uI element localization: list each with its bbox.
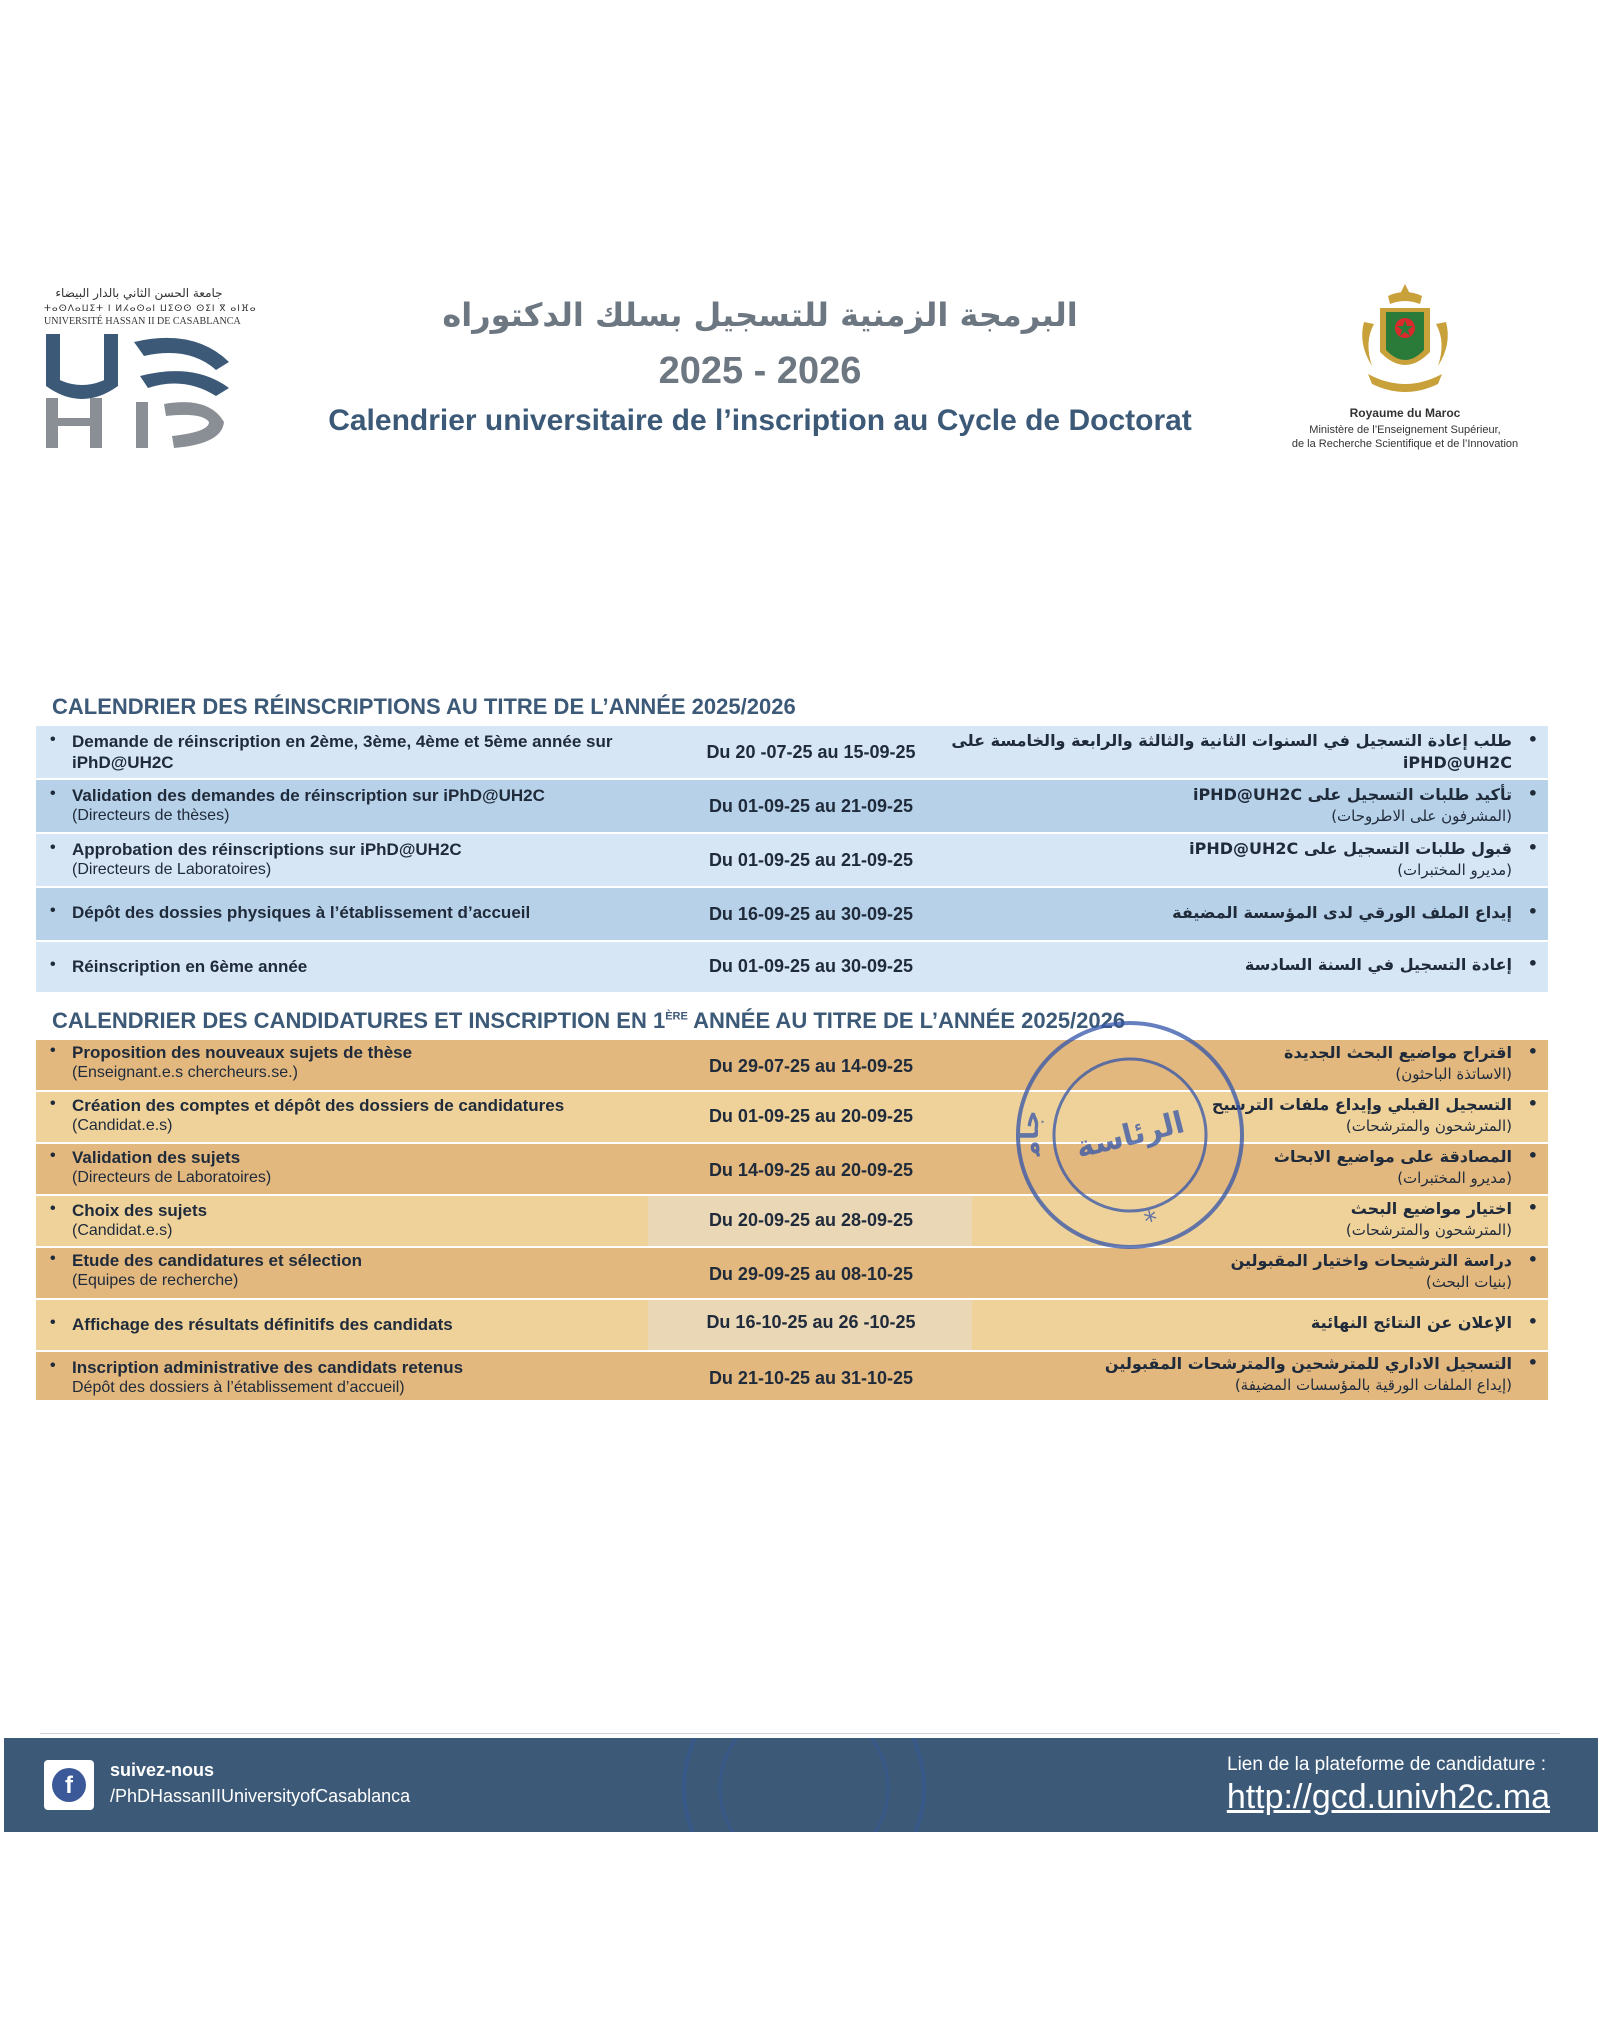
ministry-line-2: de la Recherche Scientifique et de l’Innovation	[1291, 438, 1519, 450]
row-ar-text: تأكيد طلبات التسجيل على iPHD@UH2C	[1192, 785, 1512, 804]
row-fr-sub: (Directeurs de Laboratoires)	[72, 861, 272, 878]
stamp-ring-text: جامعة	[1014, 1107, 1048, 1160]
row-ar-sub: (مديرو المختبرات)	[1397, 861, 1512, 879]
title-year: 2025 - 2026	[658, 350, 862, 392]
row-ar-sub: (الاساتذة الباحثون)	[1395, 1065, 1512, 1083]
row-fr-sub: (Candidat.e.s)	[72, 1117, 173, 1134]
stamp-center-text: الرئاسة	[1072, 1105, 1188, 1166]
university-name-arabic: جامعة الحسن الثاني بالدار البيضاء	[55, 286, 223, 300]
row-fr-text: Inscription administrative des candidats retenus	[72, 1358, 464, 1377]
table-row: • Proposition des nouveaux sujets de thèse (Enseignant.e.s chercheurs.se.) Du 29-07-25 au 14-09-25 • اقتراح مواضيع البحث الجديدة (الاساتذة الباحثون)	[36, 1040, 1548, 1090]
row-fr-text: Demande de réinscription en 2ème, 3ème, 4ème et 5ème année sur iPhD@UH2C	[72, 732, 613, 772]
facebook-page-link[interactable]: /PhDHassanIIUniversityofCasablanca	[110, 1786, 411, 1806]
platform-link[interactable]: http://gcd.univh2c.ma	[1226, 1778, 1550, 1816]
ministry-line-1: Ministère de l’Enseignement Supérieur,	[1309, 424, 1501, 436]
row-fr-text: Création des comptes et dépôt des dossiers de candidatures	[72, 1096, 565, 1115]
row-date: Du 01-09-25 au 30-09-25	[708, 956, 914, 976]
row-ar-text: طلب إعادة التسجيل في السنوات الثانية والثالثة والرابعة والخامسة على iPHD@UH2C	[951, 731, 1512, 772]
title-arabic: البرمجة الزمنية للتسجيل بسلك الدكتوراه	[442, 296, 1078, 334]
row-ar-sub: (المشرفون على الاطروحات)	[1331, 807, 1512, 825]
candidatures-title: CALENDRIER DES CANDIDATURES ET INSCRIPTION EN 1ÈRE ANNÉE AU TITRE DE L’ANNÉE 2025/2026	[52, 1008, 1126, 1033]
row-date: Du 01-09-25 au 20-09-25	[708, 1106, 914, 1126]
row-fr-text: Réinscription en 6ème année	[72, 957, 308, 976]
ministry-block	[1270, 406, 1540, 450]
table-row: • Validation des demandes de réinscription sur iPhD@UH2C (Directeurs de thèses) Du 01-09-25 au 21-09-25 • تأكيد طلبات التسجيل على iPHD@UH2C (المشرفون على الاطروحات)	[36, 780, 1548, 832]
row-ar-text: دراسة الترشيحات واختيار المقبولين	[1230, 1251, 1512, 1270]
row-date: Du 20 -07-25 au 15-09-25	[706, 742, 916, 762]
row-ar-text: الإعلان عن النتائج النهائية	[1310, 1313, 1512, 1332]
row-ar-text: التسجيل القبلي وإيداع ملفات الترشيح	[1211, 1095, 1512, 1114]
row-date: Du 01-09-25 au 21-09-25	[708, 850, 914, 870]
row-date: Du 14-09-25 au 20-09-25	[708, 1160, 914, 1180]
reinscriptions-title: CALENDRIER DES RÉINSCRIPTIONS AU TITRE DE L’ANNÉE 2025/2026	[52, 694, 796, 719]
row-ar-sub: (مديرو المختبرات)	[1397, 1169, 1512, 1187]
row-fr-text: Approbation des réinscriptions sur iPhD@UH2C	[72, 840, 462, 859]
facebook-icon[interactable]: f	[44, 1760, 94, 1810]
row-ar-sub: (المترشحون والمترشحات)	[1345, 1221, 1512, 1239]
row-fr-text: Validation des demandes de réinscription sur iPhD@UH2C	[72, 786, 545, 805]
row-fr-text: Etude des candidatures et sélection	[72, 1251, 363, 1270]
table-row: • Création des comptes et dépôt des dossiers de candidatures (Candidat.e.s) Du 01-09-25 au 20-09-25 • التسجيل القبلي وإيداع ملفات الترشيح (المترشحون والمترشحات)	[36, 1092, 1548, 1142]
row-ar-text: اختيار مواضيع البحث	[1350, 1199, 1512, 1218]
row-date: Du 16-10-25 au 26 -10-25	[706, 1312, 916, 1332]
row-fr-sub: (Enseignant.e.s chercheurs.se.)	[72, 1064, 298, 1081]
presidency-stamp	[1005, 1010, 1255, 1260]
row-fr-text: Choix des sujets	[72, 1201, 208, 1220]
row-ar-text: اقتراح مواضيع البحث الجديدة	[1284, 1043, 1512, 1062]
row-fr-text: Proposition des nouveaux sujets de thèse	[72, 1043, 413, 1062]
university-name-tifinagh: ⵜⴰⵙⴷⴰⵡⵉⵜ ⵏ ⵍⵃⴰⵙⴰⵏ ⵡⵉⵙⵙ ⵙⵉⵏ ⴳ ⴰⵏⴼⴰ	[44, 304, 257, 314]
stamp-star-icon: *	[1141, 1205, 1162, 1238]
footer-divider	[40, 1733, 1560, 1734]
row-fr-text: Dépôt des dossies physiques à l’établissement d’accueil	[72, 903, 531, 922]
row-ar-text: قبول طلبات التسجيل على iPHD@UH2C	[1189, 839, 1512, 858]
table-row: • Dépôt des dossies physiques à l’établissement d’accueil Du 16-09-25 au 30-09-25 • إيداع الملف الورقي لدى المؤسسة المضيفة	[36, 888, 1548, 940]
row-date: Du 01-09-25 au 21-09-25	[708, 796, 914, 816]
row-ar-text: المصادقة على مواضيع الابحاث	[1273, 1147, 1512, 1166]
table-row: • Etude des candidatures et sélection (Equipes de recherche) Du 29-09-25 au 08-10-25 • دراسة الترشيحات واختيار المقبولين (بنيات البحث)	[36, 1248, 1548, 1298]
row-fr-text: Affichage des résultats définitifs des candidats	[72, 1315, 453, 1334]
table-row: • Approbation des réinscriptions sur iPhD@UH2C (Directeurs de Laboratoires) Du 01-09-25 au 21-09-25 • قبول طلبات التسجيل على iPHD@UH2C (مديرو المختبرات)	[36, 834, 1548, 886]
footer-bar	[4, 1738, 1598, 1832]
row-fr-sub: Dépôt des dossiers à l’établissement d’accueil)	[72, 1379, 405, 1396]
uh2c-logo	[44, 332, 244, 452]
row-ar-text: إعادة التسجيل في السنة السادسة	[1244, 955, 1512, 974]
row-date: Du 29-07-25 au 14-09-25	[708, 1056, 914, 1076]
table-row: • Choix des sujets (Candidat.e.s) Du 20-09-25 au 28-09-25 • اختيار مواضيع البحث (المترشحون والمترشحات)	[36, 1196, 1548, 1246]
row-ar-text: التسجيل الاداري للمترشحين والمترشحات المقبولين	[1104, 1354, 1512, 1373]
table-row: • Inscription administrative des candidats retenus Dépôt des dossiers à l’établissement d’accueil) Du 21-10-25 au 31-10-25 • التسجيل الاداري للمترشحين والمترشحات المقبولين (إيداع الملفات الورقية بالمؤسسات المضيفة)	[36, 1352, 1548, 1400]
row-date: Du 16-09-25 au 30-09-25	[708, 904, 914, 924]
table-row: • Réinscription en 6ème année Du 01-09-25 au 30-09-25 • إعادة التسجيل في السنة السادسة	[36, 942, 1548, 992]
royal-emblem-icon	[1350, 282, 1460, 402]
row-fr-text: Validation des sujets	[72, 1148, 241, 1167]
table-row: • Validation des sujets (Directeurs de Laboratoires) Du 14-09-25 au 20-09-25 • المصادقة على مواضيع الابحاث (مديرو المختبرات)	[36, 1144, 1548, 1194]
table-row: • Affichage des résultats définitifs des candidats Du 16-10-25 au 26 -10-25 • الإعلان عن النتائج النهائية	[36, 1300, 1548, 1350]
row-fr-sub: (Directeurs de thèses)	[72, 807, 230, 824]
title-french: Calendrier universitaire de l’inscription au Cycle de Doctorat	[328, 404, 1192, 437]
row-fr-sub: (Directeurs de Laboratoires)	[72, 1169, 272, 1186]
row-ar-sub: (إيداع الملفات الورقية بالمؤسسات المضيفة)	[1234, 1376, 1512, 1394]
row-date: Du 21-10-25 au 31-10-25	[708, 1368, 914, 1388]
row-date: Du 20-09-25 au 28-09-25	[708, 1210, 914, 1230]
row-ar-text: إيداع الملف الورقي لدى المؤسسة المضيفة	[1172, 903, 1512, 922]
table-row: • Demande de réinscription en 2ème, 3ème, 4ème et 5ème année sur iPhD@UH2C Du 20 -07-25 au 15-09-25 • طلب إعادة التسجيل في السنوات الثانية والثالثة والرابعة والخامسة على iPHD@UH2C	[36, 726, 1548, 778]
follow-label: suivez-nous	[110, 1760, 215, 1780]
footer-stamp-watermark	[604, 1738, 1004, 1832]
university-name-french: UNIVERSITÉ HASSAN II DE CASABLANCA	[44, 316, 241, 327]
platform-link-label: Lien de la plateforme de candidature :	[1227, 1754, 1546, 1775]
row-ar-sub: (المترشحون والمترشحات)	[1345, 1117, 1512, 1135]
row-date: Du 29-09-25 au 08-10-25	[708, 1264, 914, 1284]
row-fr-sub: (Equipes de recherche)	[72, 1272, 239, 1289]
row-fr-sub: (Candidat.e.s)	[72, 1222, 173, 1239]
row-ar-sub: (بنيات البحث)	[1425, 1273, 1512, 1291]
kingdom-label: Royaume du Maroc	[1349, 406, 1461, 420]
